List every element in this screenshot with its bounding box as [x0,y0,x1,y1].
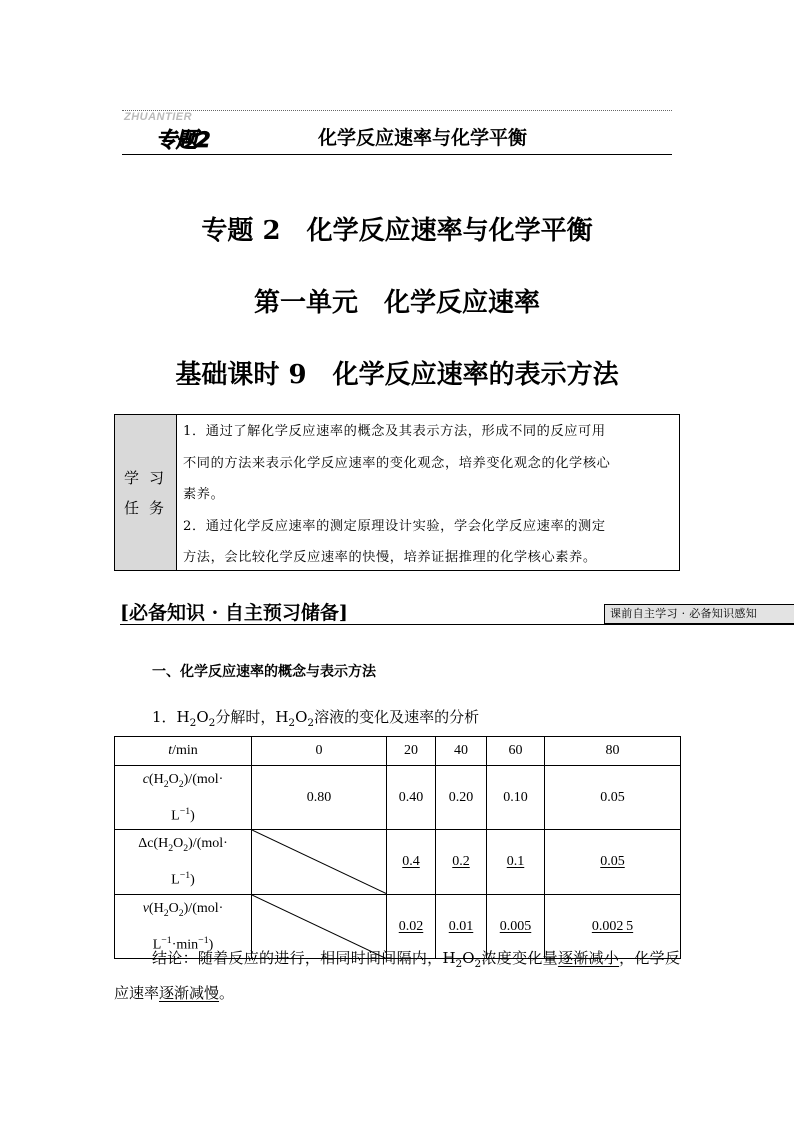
table-row [115,766,681,830]
concentration-cell: 0.20 [436,766,487,830]
task-label-char: 习 [149,469,165,487]
learning-task-label [115,415,177,570]
task-label-char: 学 [124,469,140,487]
rate-cell: 0.005 [487,894,545,958]
header-title: 化学反应速率与化学平衡 [318,127,528,149]
time-header-cell: t/min [115,737,252,766]
task-line: 素养。 [183,487,225,502]
header-logo-pinyin: ZHUANTIER [124,111,193,123]
task-line: 2．通过化学反应速率的测定原理设计实验，学会化学反应速率的测定 [183,518,606,534]
time-cell: 80 [545,737,681,766]
lesson-heading: 基础课时 9 化学反应速率的表示方法 [175,360,619,390]
fill-blank: 逐渐减慢 [159,984,220,1002]
concentration-cell: 0.80 [252,766,387,830]
change-cell: 0.05 [545,830,681,894]
concentration-cell: 0.40 [387,766,436,830]
rate-label-cell: $v(H_2O_2)/(mol\cdot$ $L^{-1}\cdot\min^{-1}$) [115,894,252,958]
task-label-char: 务 [149,499,165,517]
change-cell: 0.1 [487,830,545,894]
time-cell: 40 [436,737,487,766]
task-line: 不同的方法来表示化学反应速率的变化观念，培养变化观念的化学核心 [183,455,611,471]
rate-cell: 0.002 5 [545,894,681,958]
fill-blank: 逐渐减小 [557,949,620,967]
concentration-cell: 0.05 [545,766,681,830]
diagonal-empty-cell [252,830,387,894]
section-title: [必备知识 · 自主预习储备] [120,602,348,624]
task-line: 方法，会比较化学反应速率的快慢，培养证据推理的化学核心素养。 [183,550,597,565]
diagonal-line [252,830,386,893]
task-label-char: 任 [124,499,140,517]
concentration-cell: 0.10 [487,766,545,830]
header-bottom-rule [122,154,672,155]
table-row [115,737,681,766]
change-cell: 0.4 [387,830,436,894]
table-row [115,830,681,894]
conclusion-paragraph: 结论：随着反应的进行，相同时间间隔内，$H_2O_2$浓度变化量逐渐减小，化学反应速率逐渐减慢。 [114,949,680,1002]
rate-cell: 0.01 [436,894,487,958]
rate-cell: 0.02 [387,894,436,958]
section-rule [120,624,794,625]
topic-heading: 专题 2 化学反应速率与化学平衡 [201,216,593,246]
unit-heading: 第一单元 化学反应速率 [253,288,540,318]
time-cell: 60 [487,737,545,766]
change-cell: 0.2 [436,830,487,894]
learning-task-box [114,414,680,571]
time-cell: 0 [252,737,387,766]
time-cell: 20 [387,737,436,766]
item-heading: 1．$H_2O_2$分解时，$H_2O_2$溶液的变化及速率的分析 [152,708,480,729]
h2o2-decomposition-table [114,736,681,959]
change-label-cell: $\Delta c(H_2O_2)/(mol\cdot$ $L^{-1}$) [115,830,252,894]
concentration-label-cell: $c(H_2O_2)/(mol\cdot$ $L^{-1}$) [115,766,252,830]
section-tag: 课前自主学习 · 必备知识感知 [604,604,794,624]
learning-task-text [183,416,677,574]
subsection-heading: 一、化学反应速率的概念与表示方法 [152,664,376,680]
task-line: 1．通过了解化学反应速率的概念及其表示方法，形成不同的反应可用 [183,424,606,439]
header-logo: 专题2 [156,128,210,152]
header-top-rule [122,110,672,111]
